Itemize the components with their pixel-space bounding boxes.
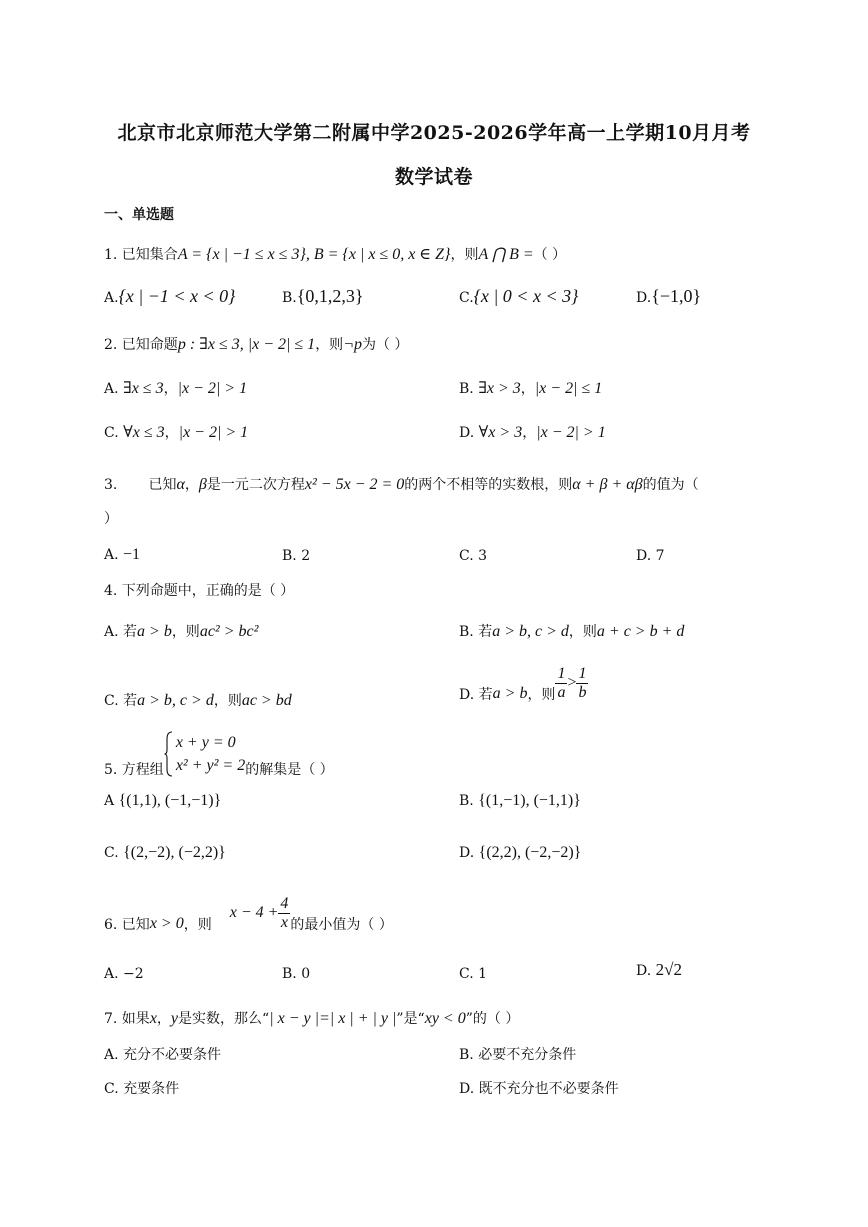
question-3-sep: ， bbox=[184, 477, 199, 493]
question-7-text-a: 是实数，那么“ bbox=[178, 1011, 270, 1027]
question-6-fraction bbox=[278, 895, 290, 932]
question-7 bbox=[104, 1008, 519, 1028]
q1-option-b-letter: B. bbox=[282, 290, 297, 306]
question-2-negation: ¬p bbox=[343, 336, 362, 353]
q7-option-c-letter: C. bbox=[104, 1081, 119, 1097]
question-6-denominator: x bbox=[280, 913, 288, 931]
question-1-sets: A = {x | −1 ≤ x ≤ 3}, B = {x | x ≤ 0, x ∈ Z} bbox=[177, 246, 451, 263]
question-6 bbox=[104, 892, 393, 934]
q4-option-d bbox=[459, 662, 588, 704]
q2-option-a: A. ∃x ≤ 3，|x − 2| > 1 bbox=[104, 380, 248, 397]
question-7-text-c: ”的（ ） bbox=[465, 1011, 520, 1027]
exam-subtitle: 数学试卷 bbox=[394, 166, 473, 188]
question-5-suffix: 的解集是（ ） bbox=[245, 762, 334, 778]
question-2 bbox=[104, 334, 408, 354]
question-6-numerator: 4 bbox=[280, 894, 289, 912]
q4-option-d-fraction-1 bbox=[555, 665, 567, 702]
q5-option-c bbox=[104, 844, 226, 862]
q3-option-b: B. 2 bbox=[282, 548, 311, 564]
question-3-wrap: ） bbox=[104, 511, 118, 527]
section-heading: 一、单选题 bbox=[104, 207, 174, 223]
question-6-prefix: 6. 已知 bbox=[104, 917, 150, 933]
q2-option-c-quantifier: ∀x ≤ 3 bbox=[123, 424, 165, 441]
q4-option-d-num-2: 1 bbox=[578, 664, 587, 682]
q7-option-d-text: 既不充分也不必要条件 bbox=[478, 1081, 619, 1097]
q4-option-d-den-2: b bbox=[578, 683, 587, 701]
question-5-system bbox=[164, 731, 245, 777]
question-1-prefix: 1. 已知集合 bbox=[104, 247, 178, 263]
question-1-mid: ，则 bbox=[450, 247, 479, 263]
question-3-text-c: 的值为（ bbox=[642, 477, 699, 493]
q2-option-d-letter: D. bbox=[459, 425, 475, 441]
q6-option-d-letter: D. bbox=[636, 963, 652, 979]
q2-option-c-condition: |x − 2| > 1 bbox=[178, 424, 249, 441]
question-7-sep: ， bbox=[156, 1011, 171, 1027]
q3-option-a bbox=[104, 546, 140, 564]
question-5-equation-2: x² + y² = 2 bbox=[175, 757, 246, 774]
q6-option-d-value: 2√2 bbox=[655, 960, 682, 979]
q4-option-a-letter: A. 若 bbox=[104, 624, 138, 640]
q4-option-d-letter: D. 若 bbox=[459, 687, 493, 703]
q4-option-d-den-1: a bbox=[557, 683, 566, 701]
q4-option-b-mid: ，则 bbox=[568, 624, 597, 640]
question-3-text-a: 是一元二次方程 bbox=[206, 477, 305, 493]
q1-option-d-letter: D. bbox=[636, 290, 652, 306]
q1-option-b bbox=[282, 286, 364, 307]
q3-option-a-value: −1 bbox=[123, 546, 141, 563]
q5-option-c-letter: C. bbox=[104, 845, 119, 861]
q4-option-c-letter: C. 若 bbox=[104, 693, 138, 709]
question-6-condition: x > 0 bbox=[149, 915, 184, 932]
question-3-expression: α + β + αβ bbox=[572, 476, 643, 493]
question-3-alpha: α bbox=[176, 476, 185, 493]
q6-option-c: C. 1 bbox=[459, 966, 488, 982]
q1-option-a-value: {x | −1 < x < 0} bbox=[118, 286, 236, 306]
question-3-prefix: 3. 已知 bbox=[104, 477, 177, 493]
question-3-beta: β bbox=[198, 476, 207, 493]
q2-option-b-condition: |x − 2| ≤ 1 bbox=[534, 380, 603, 397]
q5-option-a-value: {(1,1), (−1,−1)} bbox=[118, 792, 222, 809]
q2-option-c-letter: C. bbox=[104, 425, 119, 441]
q4-option-c-result: ac > bd bbox=[241, 692, 292, 709]
question-1-intersection: A ⋂ B = bbox=[478, 246, 534, 263]
q2-option-d: D. ∀x > 3，|x − 2| > 1 bbox=[459, 424, 606, 441]
q7-option-a bbox=[104, 1044, 221, 1064]
question-5-prefix: 5. 方程组 bbox=[104, 762, 164, 778]
question-2-mid: ，则 bbox=[315, 337, 344, 353]
q5-option-b bbox=[459, 792, 581, 810]
q1-option-a-letter: A. bbox=[104, 290, 119, 306]
q6-option-d bbox=[636, 960, 682, 980]
q1-option-b-value: {0,1,2,3} bbox=[296, 286, 364, 306]
q4-option-b-condition: a > b, c > d bbox=[492, 623, 569, 640]
q7-option-d-letter: D. bbox=[459, 1081, 475, 1097]
q2-option-c: C. ∀x ≤ 3，|x − 2| > 1 bbox=[104, 424, 249, 441]
q7-option-b-letter: B. bbox=[459, 1047, 474, 1063]
question-7-text-b: ”是“ bbox=[396, 1011, 425, 1027]
brace-icon bbox=[164, 731, 174, 777]
q4-option-d-num-1: 1 bbox=[557, 664, 566, 682]
q4-option-b-letter: B. 若 bbox=[459, 624, 493, 640]
question-4: 4. 下列命题中，正确的是（ ） bbox=[104, 583, 295, 599]
q5-option-d-value: {(2,2), (−2,−2)} bbox=[478, 844, 582, 861]
q3-option-c: C. 3 bbox=[459, 548, 488, 564]
q3-option-d: D. 7 bbox=[636, 548, 665, 564]
q1-option-d-value: {−1,0} bbox=[651, 286, 702, 306]
q5-option-b-letter: B. bbox=[459, 793, 474, 809]
question-7-x: x bbox=[149, 1010, 157, 1027]
question-1-paren: （ ） bbox=[533, 247, 567, 263]
q4-option-a-condition: a > b bbox=[137, 623, 172, 640]
q4-option-b-result: a + c > b + d bbox=[596, 623, 685, 640]
question-7-prefix: 7. 如果 bbox=[104, 1011, 150, 1027]
q4-option-d-condition: a > b bbox=[492, 685, 528, 702]
q7-option-c-text: 充要条件 bbox=[123, 1081, 180, 1097]
q4-option-c-mid: ，则 bbox=[213, 693, 242, 709]
q4-option-c-condition: a > b, c > d bbox=[137, 692, 214, 709]
q5-option-c-value: {(2,−2), (−2,2)} bbox=[123, 844, 226, 861]
q5-option-a bbox=[104, 792, 221, 810]
q6-option-a: A. −2 bbox=[104, 966, 144, 982]
q4-option-a bbox=[104, 621, 258, 641]
q1-option-c bbox=[459, 286, 578, 307]
q5-option-b-value: {(1,−1), (−1,1)} bbox=[478, 792, 581, 809]
question-5 bbox=[104, 729, 334, 779]
q5-option-d-letter: D. bbox=[459, 845, 475, 861]
question-6-suffix: 的最小值为（ ） bbox=[290, 917, 393, 933]
q4-option-c bbox=[104, 690, 292, 710]
question-2-proposition: p : ∃x ≤ 3, |x − 2| ≤ 1 bbox=[177, 336, 316, 353]
q2-option-d-condition: |x − 2| > 1 bbox=[536, 424, 606, 441]
q5-option-a-letter: A bbox=[104, 793, 115, 809]
q2-option-d-quantifier: ∀x > 3 bbox=[478, 424, 523, 441]
question-7-y: y bbox=[170, 1010, 179, 1027]
exam-title: 北京市北京师范大学第二附属中学2025-2026学年高一上学期10月月考 bbox=[117, 122, 751, 144]
q2-option-a-condition: |x − 2| > 1 bbox=[177, 380, 248, 397]
q6-option-b: B. 0 bbox=[282, 966, 311, 982]
question-2-paren: 为（ ） bbox=[361, 337, 409, 353]
question-2-prefix: 2. 已知命题 bbox=[104, 337, 178, 353]
q1-option-d bbox=[636, 286, 701, 307]
q1-option-a bbox=[104, 286, 235, 307]
q7-option-a-text: 充分不必要条件 bbox=[123, 1047, 222, 1063]
question-3-text-b: 的两个不相等的实数根，则 bbox=[404, 477, 573, 493]
q2-option-b-letter: B. bbox=[459, 381, 474, 397]
q2-option-b-quantifier: ∃x > 3 bbox=[478, 380, 521, 397]
q4-option-d-fraction-2 bbox=[576, 665, 588, 702]
q7-option-b bbox=[459, 1044, 576, 1064]
q2-option-a-letter: A. bbox=[104, 381, 119, 397]
question-3-equation: x² − 5x − 2 = 0 bbox=[304, 476, 405, 493]
q4-option-d-gt: > bbox=[567, 674, 577, 691]
question-5-equation-1: x + y = 0 bbox=[175, 734, 236, 751]
q2-option-b: B. ∃x > 3，|x − 2| ≤ 1 bbox=[459, 380, 603, 397]
q1-option-c-value: {x | 0 < x < 3} bbox=[473, 286, 579, 306]
q4-option-b bbox=[459, 621, 684, 641]
question-7-condition-1: | x − y |=| x | + | y | bbox=[269, 1010, 397, 1027]
q3-option-a-letter: A. bbox=[104, 547, 119, 563]
q7-option-c bbox=[104, 1078, 179, 1098]
q7-option-d bbox=[459, 1078, 619, 1098]
question-3 bbox=[104, 474, 699, 494]
q4-option-a-result: ac² > bc² bbox=[199, 623, 259, 640]
q7-option-b-text: 必要不充分条件 bbox=[478, 1047, 577, 1063]
question-1 bbox=[104, 244, 566, 264]
question-6-mid: ，则 bbox=[183, 917, 212, 933]
q5-option-d bbox=[459, 844, 581, 862]
q7-option-a-letter: A. bbox=[104, 1047, 119, 1063]
question-6-expression: x − 4 + bbox=[229, 904, 279, 921]
question-7-condition-2: xy < 0 bbox=[424, 1010, 466, 1027]
q4-option-d-mid: ，则 bbox=[527, 687, 556, 703]
q4-option-a-mid: ，则 bbox=[171, 624, 200, 640]
q2-option-a-quantifier: ∃x ≤ 3 bbox=[123, 380, 164, 397]
q1-option-c-letter: C. bbox=[459, 290, 474, 306]
